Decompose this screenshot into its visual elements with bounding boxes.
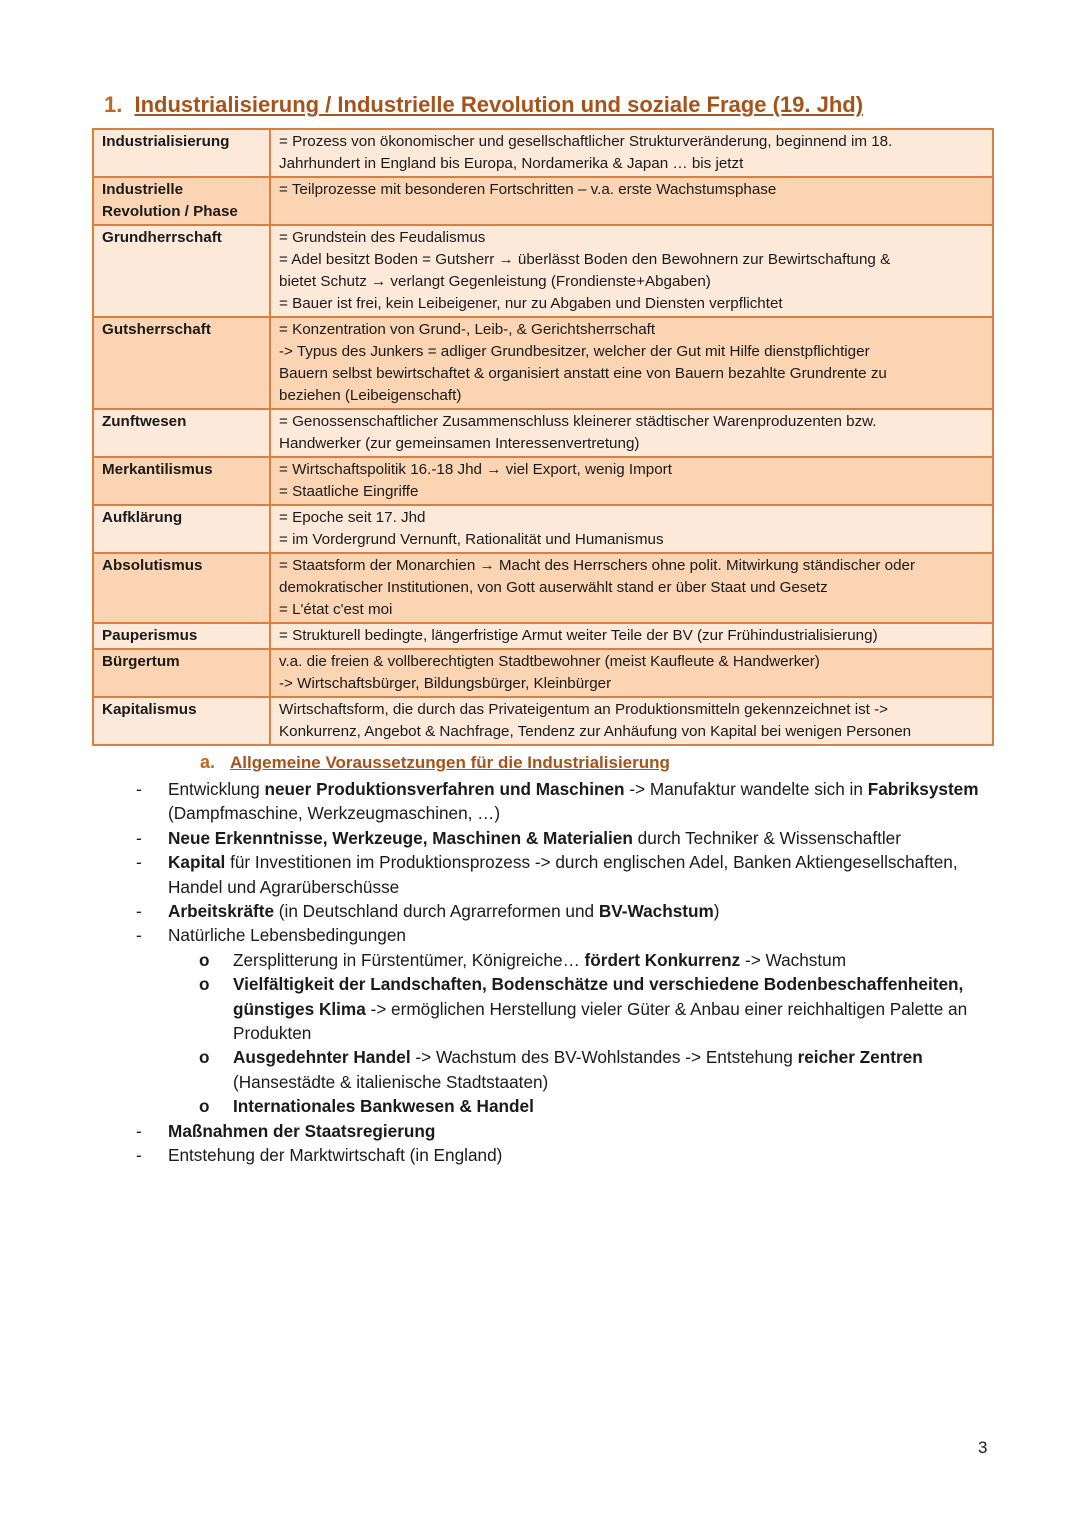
list-item-text bbox=[168, 1121, 435, 1141]
definition-line: demokratischer Institutionen, von Gott auserwählt stand er über Staat und Gesetz bbox=[279, 579, 828, 596]
text: durch Techniker & Wissenschaftler bbox=[632, 827, 901, 848]
definition-line: Wirtschaftsform, die durch das Privateigentum an Produktionsmitteln gekennzeichnet ist -> bbox=[279, 701, 889, 718]
sub-list bbox=[168, 948, 990, 1119]
circle-bullet-icon: o bbox=[199, 974, 210, 995]
definitions-table-body bbox=[93, 129, 993, 745]
section-number: 1. bbox=[104, 92, 123, 117]
sub-list-item-text bbox=[233, 950, 846, 970]
list-item bbox=[130, 1119, 990, 1143]
subsection-heading bbox=[200, 752, 670, 773]
bold-text: Internationales Bankwesen & Handel bbox=[233, 1096, 534, 1117]
definition-cell bbox=[270, 129, 993, 177]
subsection-title: Allgemeine Voraussetzungen für die Industrialisierung bbox=[230, 753, 670, 772]
term-cell: Pauperismus bbox=[93, 623, 270, 649]
dash-bullet-icon: - bbox=[136, 925, 142, 946]
definition-line: beziehen (Leibeigenschaft) bbox=[279, 387, 462, 404]
list-item-text bbox=[168, 828, 901, 848]
definition-cell bbox=[270, 553, 993, 623]
dash-bullet-icon: - bbox=[136, 852, 142, 873]
table-row bbox=[93, 553, 993, 623]
table-row bbox=[93, 505, 993, 553]
definition-line: = im Vordergrund Vernunft, Rationalität und Humanismus bbox=[279, 531, 664, 548]
definition-line: Konkurrenz, Angebot & Nachfrage, Tendenz zur Anhäufung von Kapital bei wenigen Personen bbox=[279, 723, 912, 740]
term-cell: Absolutismus bbox=[93, 553, 270, 623]
list-item bbox=[130, 826, 990, 850]
definition-cell bbox=[270, 697, 993, 745]
subsection-letter: a. bbox=[200, 752, 216, 772]
page-number: 3 bbox=[978, 1438, 988, 1457]
definition-line: = Grundstein des Feudalismus bbox=[279, 229, 486, 246]
definition-cell bbox=[270, 623, 993, 649]
list-item bbox=[130, 899, 990, 923]
sub-list-item bbox=[195, 1094, 990, 1118]
definition-cell bbox=[270, 177, 993, 225]
definition-line: = L'état c'est moi bbox=[279, 601, 393, 618]
list-item-text bbox=[168, 925, 406, 945]
bold-text: reicher Zentren bbox=[797, 1047, 923, 1068]
list-item bbox=[130, 1143, 990, 1167]
bold-text: Kapital bbox=[168, 852, 226, 873]
sub-list-item bbox=[195, 1045, 990, 1094]
term-cell: Aufklärung bbox=[93, 505, 270, 553]
term-cell: Bürgertum bbox=[93, 649, 270, 697]
text: -> Manufaktur wandelte sich in bbox=[624, 779, 868, 799]
table-row bbox=[93, 457, 993, 505]
term-cell: Kapitalismus bbox=[93, 697, 270, 745]
definition-line: = Staatsform der Monarchien → Macht des Herrschers ohne polit. Mitwirkung ständischer oder bbox=[279, 557, 916, 574]
text: Entstehung der Marktwirtschaft (in England) bbox=[168, 1145, 503, 1166]
definition-line: -> Typus des Junkers = adliger Grundbesitzer, welcher der Gut mit Hilfe dienstpflichtiger bbox=[279, 343, 870, 360]
table-row bbox=[93, 649, 993, 697]
term-cell: Industrielle Revolution / Phase bbox=[93, 177, 270, 225]
circle-bullet-icon: o bbox=[199, 1047, 210, 1068]
term-cell: Zunftwesen bbox=[93, 409, 270, 457]
dash-bullet-icon: - bbox=[136, 1145, 142, 1166]
definition-line: Bauern selbst bewirtschaftet & organisiert anstatt eine von Bauern bezahlte Grundrente zu bbox=[279, 365, 887, 382]
bold-text: Fabriksystem bbox=[867, 779, 979, 799]
definition-line: Handwerker (zur gemeinsamen Interessenvertretung) bbox=[279, 435, 640, 452]
definition-cell bbox=[270, 505, 993, 553]
dash-bullet-icon: - bbox=[136, 827, 142, 848]
bold-text: Arbeitskräfte bbox=[168, 901, 275, 922]
term-cell: Industrialisierung bbox=[93, 129, 270, 177]
definition-cell bbox=[270, 409, 993, 457]
term-cell: Gutsherrschaft bbox=[93, 317, 270, 409]
table-row bbox=[93, 697, 993, 745]
definition-line: = Genossenschaftlicher Zusammenschluss kleinerer städtischer Warenproduzenten bzw. bbox=[279, 413, 877, 430]
dash-bullet-icon: - bbox=[136, 901, 142, 922]
definition-line: = Teilprozesse mit besonderen Fortschritten – v.a. erste Wachstumsphase bbox=[279, 181, 777, 198]
sub-list-item bbox=[195, 948, 990, 972]
dash-bullet-icon: - bbox=[136, 1120, 142, 1141]
text: (Hansestädte & italienische Stadtstaaten) bbox=[233, 1071, 549, 1092]
definition-line: = Epoche seit 17. Jhd bbox=[279, 509, 426, 526]
definition-line: = Staatliche Eingriffe bbox=[279, 483, 419, 500]
sub-list-item bbox=[195, 972, 990, 1045]
text: (in Deutschland durch Agrarreformen und bbox=[274, 901, 599, 922]
list-item bbox=[130, 923, 990, 1118]
text: für Investitionen im Produktionsprozess -> durch englischen Adel, Banken Aktiengesellschaften, Handel und Agrarüberschüsse bbox=[168, 852, 958, 897]
circle-bullet-icon: o bbox=[199, 949, 210, 970]
table-row bbox=[93, 177, 993, 225]
table-row bbox=[93, 317, 993, 409]
text: (Dampfmaschine, Werkzeugmaschinen, …) bbox=[168, 803, 501, 824]
definition-cell bbox=[270, 317, 993, 409]
text: -> Wachstum des BV-Wohlstandes -> Entstehung bbox=[410, 1047, 798, 1068]
definition-line: = Bauer ist frei, kein Leibeigener, nur zu Abgaben und Diensten verpflichtet bbox=[279, 295, 783, 312]
bold-text: neuer Produktionsverfahren und Maschinen bbox=[264, 779, 625, 799]
definition-cell bbox=[270, 649, 993, 697]
sub-list-item-text bbox=[233, 1047, 923, 1091]
text: -> ermöglichen Herstellung vieler Güter & Anbau einer reichhaltigen Palette an Produkten bbox=[233, 998, 968, 1044]
text: Zersplitterung in Fürstentümer, Königreiche… bbox=[233, 949, 585, 970]
section-heading bbox=[104, 92, 863, 118]
list-item bbox=[130, 777, 990, 826]
table-row bbox=[93, 129, 993, 177]
table-row bbox=[93, 623, 993, 649]
list-item-text bbox=[168, 901, 720, 921]
definition-line: bietet Schutz → verlangt Gegenleistung (Frondienste+Abgaben) bbox=[279, 273, 711, 290]
definition-line: = Adel besitzt Boden = Gutsherr → überlässt Boden den Bewohnern zur Bewirtschaftung & bbox=[279, 251, 891, 268]
list-item bbox=[130, 850, 990, 899]
definition-cell bbox=[270, 225, 993, 317]
list-item-text bbox=[168, 852, 958, 896]
bold-text: Neue Erkenntnisse, Werkzeuge, Maschinen & Materialien bbox=[168, 827, 633, 848]
text: Natürliche Lebensbedingungen bbox=[168, 925, 406, 946]
definition-line: -> Wirtschaftsbürger, Bildungsbürger, Kleinbürger bbox=[279, 675, 612, 692]
term-cell: Merkantilismus bbox=[93, 457, 270, 505]
text: -> Wachstum bbox=[740, 949, 847, 970]
bold-text: Ausgedehnter Handel bbox=[233, 1047, 411, 1068]
bold-text: fördert Konkurrenz bbox=[584, 949, 741, 970]
table-row bbox=[93, 409, 993, 457]
definition-line: = Konzentration von Grund-, Leib-, & Gerichtsherrschaft bbox=[279, 321, 656, 338]
section-title: Industrialisierung / Industrielle Revolution und soziale Frage (19. Jhd) bbox=[134, 92, 864, 117]
list-item-text bbox=[168, 779, 979, 823]
bold-text: Vielfältigkeit der Landschaften, Bodenschätze und verschiedene Bodenbeschaffenheiten, günstiges Klima bbox=[233, 974, 964, 1019]
bold-text: BV-Wachstum bbox=[598, 901, 714, 922]
definition-line: Jahrhundert in England bis Europa, Nordamerika & Japan … bis jetzt bbox=[279, 155, 744, 172]
circle-bullet-icon: o bbox=[199, 1096, 210, 1117]
list-item-text bbox=[168, 1145, 502, 1165]
text: Entwicklung bbox=[168, 779, 265, 799]
definition-line: = Wirtschaftspolitik 16.-18 Jhd → viel Export, wenig Import bbox=[279, 461, 672, 478]
definition-line: = Strukturell bedingte, längerfristige Armut weiter Teile der BV (zur Frühindustrialisierung) bbox=[279, 627, 878, 644]
dash-bullet-icon: - bbox=[136, 779, 142, 799]
text: ) bbox=[713, 901, 720, 922]
prerequisites-list bbox=[130, 777, 990, 1168]
term-cell: Grundherrschaft bbox=[93, 225, 270, 317]
definitions-table bbox=[92, 128, 994, 746]
sub-list-item-text bbox=[233, 1096, 534, 1116]
definition-line: = Prozess von ökonomischer und gesellschaftlicher Strukturveränderung, beginnend im 18. bbox=[279, 133, 893, 150]
sub-list-item-text bbox=[233, 974, 967, 1043]
table-row bbox=[93, 225, 993, 317]
definition-cell bbox=[270, 457, 993, 505]
bold-text: Maßnahmen der Staatsregierung bbox=[168, 1120, 436, 1141]
definition-line: v.a. die freien & vollberechtigten Stadtbewohner (meist Kaufleute & Handwerker) bbox=[279, 653, 820, 670]
